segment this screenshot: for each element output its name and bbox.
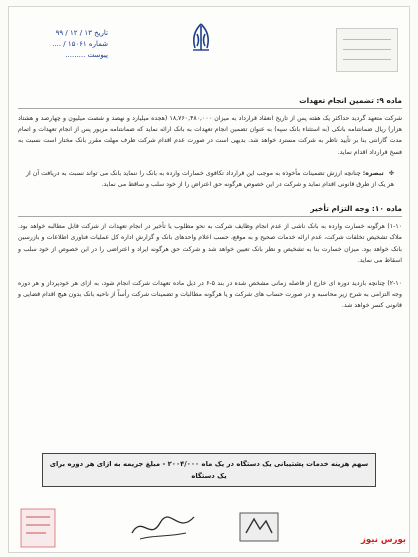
attachment-label: پیوست .........: [65, 51, 108, 59]
number-label: شماره ۱۵۰۶۱ / ....: [52, 40, 108, 48]
reference-box: [30, 28, 108, 80]
document-body: [18, 96, 402, 312]
summary-line-1: سهم هزینه خدمات پشتیبانی یک دستگاه در یک ماه ۲۰۰۴/۰۰۰ - مبلغ جریمه به ازای هر دوره برای: [49, 460, 369, 468]
seal-box: [336, 28, 398, 72]
date-label: تاریخ ۱۳ / ۱۲ / ۹۹: [55, 29, 108, 37]
note-block: [26, 168, 394, 190]
section-9-paragraph: شرکت متعهد گردید حداکثر یک هفته پس از تاریخ انعقاد قرارداد به میزان ۱۸,۷۶۰,۴۸۰,۰۰۰ (هجده میلیارد و نهصد و شصت میلیون و چهارصد و هشتاد هزار) ریال ضمانتنامه بانکی (به استثناء بانک سپه) به عنوان تضمین انجام تعهدات به بانک ارائه نماید که ضمانتنامه مزبور پس از انجام تعهدات و اتمام مدت گارانتی بنا بر تأیید ناظر به شرکت مسترد خواهد شد. بدیهی است در صورت عدم اقدام شرکت ظرف مهلت مقرر بانک مختار است نسبت به فسخ قرارداد اقدام نماید.: [18, 115, 403, 156]
divider: [18, 216, 402, 217]
letterhead: [8, 6, 410, 84]
company-logo-icon: [238, 509, 280, 545]
stamp-icon: [18, 503, 60, 551]
penalty-summary-box: [42, 453, 376, 487]
divider: [18, 108, 402, 109]
emblem-icon: [183, 20, 219, 56]
signature-icon: [128, 507, 198, 545]
note-title: تبصره:: [362, 169, 384, 177]
note-text: چنانچه ارزش تضمینات مأخوذه به موجب این قرارداد تکافوی خسارات وارده به بانک را ننماید بانک می تواند نسبت به دریافت آن از هر یک از طرق قانونی اقدام نماید و شرکت در این خصوص هرگونه حق اعتراض را از خود سلب و ساقط می نماید.: [26, 169, 394, 189]
section-10-title: ماده ۱۰: وجه التزام تأخیر: [310, 204, 402, 214]
section-9-title: ماده ۹: تضمین انجام تعهدات: [299, 96, 402, 105]
watermark: بورس نیوز: [361, 535, 406, 545]
footer: [8, 503, 410, 551]
bullet-icon: ✤: [388, 169, 394, 177]
section-10-paragraph-2: ۲-۱۰) چنانچه بازدید دوره ای خارج از فاصله زمانی مشخص شده در بند ۵-۶ در ذیل ماده تعهدات شرکت انجام شود، به ازای هر خودپرداز و هر دوره وجه التزامی به شرح زیر محاسبه و در صورت حساب های شرکت و یا هرگونه مطالبات و تضمینات شرکت رأساً از ناحیه بانک بدون هیچ اقدام قضایی و قانونی کسر خواهد شد.: [18, 280, 402, 310]
summary-line-2: یک دستگاه: [191, 472, 227, 480]
section-10-paragraph-1: ۱-۱۰) هرگونه خسارت وارده به بانک ناشی از عدم انجام وظایف شرکت به نحو مطلوب یا تأخیر در انجام تعهدات از شرکت قابل مطالبه خواهد بود. ملاک تشخیص تخلفات شرکت، عدم ارائه خدمات صحیح و به موقع، حسب اعلام واحدهای بانک و گزارش اداره کل عملیات فناوری اطلاعات و بازرسین بانک خواهد بود. میزان خسارت بنا به تشخیص و نظر بانک تعیین خواهد شد و شرکت حق هرگونه ایراد و اعتراضی را در این خصوص از خود سلب و اسقاط می نماید.: [18, 223, 402, 264]
